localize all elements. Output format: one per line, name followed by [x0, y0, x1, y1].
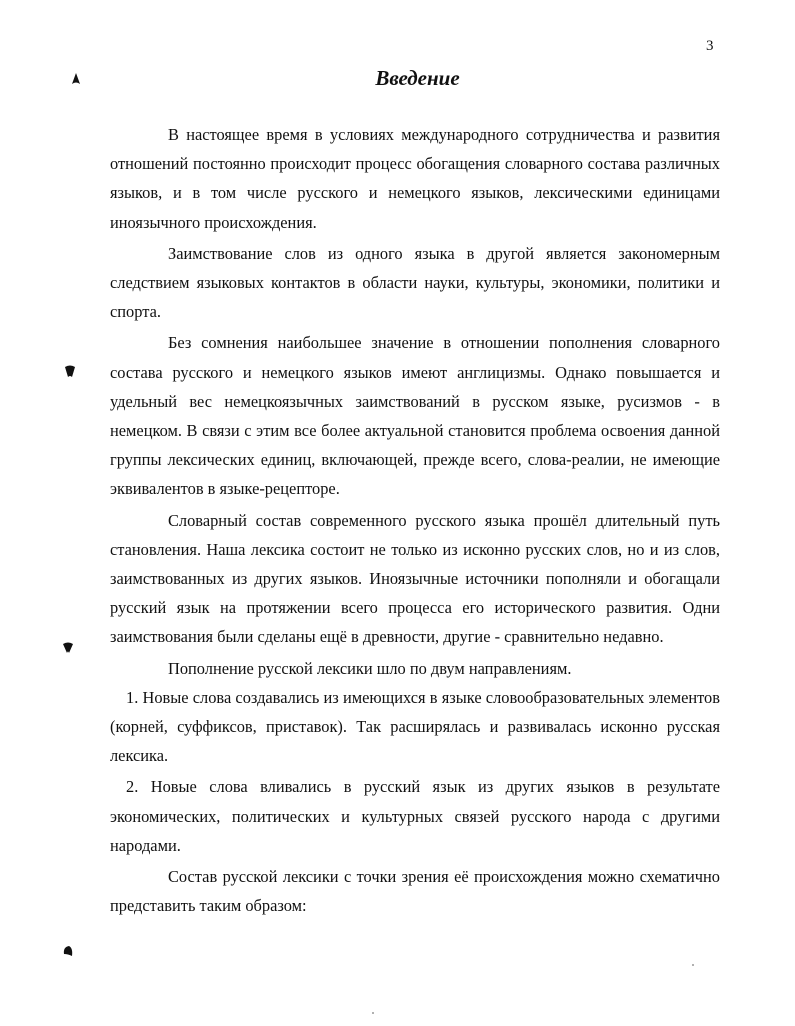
punch-hole-mark-icon [64, 364, 76, 378]
document-body [110, 120, 720, 920]
punch-hole-mark-icon [70, 72, 82, 86]
list-item-2: 2. Новые слова вливались в русский язык из других языков в результате экономических, политических и культурных связей русского народа с другими народами. [110, 777, 720, 855]
list-item-1: 1. Новые слова создавались из имеющихся в языке словообразовательных элементов (корней, суффиксов, приставок). Так расширялась и развивалась исконно русская лексика. [110, 687, 720, 766]
paragraph-anglicisms: Без сомнения наибольшее значение в отношении пополнения словарного состава русского и немецкого языков имеют англицизмы. Однако повышается и удельный вес немецкоязычных заимствований в русском языке, русизмов - в немецком. В связи с этим все более актуальной становится проблема освоения данной группы лексических единиц, включающей, прежде всего, слова-реалии, не имеющие эквивалентов в языке-рецепторе. [110, 333, 720, 499]
paragraph-directions: Пополнение русской лексики шло по двум направлениям. [168, 658, 572, 678]
paragraph-vocabulary: Словарный состав современного русского языка прошёл длительный путь становления. Наша лексика состоит не только из исконно русских слов, но и из слов, заимствованных из других языков. Иноязычные источники пополняли и обогащали русский язык на протяжении всего процесса его исторического развития. Одни заимствования были сделаны ещё в древности, другие - сравнительно недавно. [110, 510, 720, 647]
paragraph-intro: В настоящее время в условиях международного сотрудничества и развития отношений постоянно происходит процесс обогащения словарного состава различных языков, и в том числе русского и немецкого языков, лексическими единицами иноязычного происхождения. [110, 125, 720, 232]
punch-hole-mark-icon [62, 944, 74, 958]
page-number: 3 [706, 38, 714, 54]
scan-speck [692, 964, 694, 966]
punch-hole-mark-icon [62, 640, 74, 654]
scan-speck [372, 1012, 374, 1014]
page-title: Введение [375, 66, 460, 90]
paragraph-borrowing: Заимствование слов из одного языка в другой является закономерным следствием языковых контактов в области науки, культуры, экономики, политики и спорта. [110, 243, 720, 322]
paragraph-composition: Состав русской лексики с точки зрения её происхождения можно схематично представить таким образом: [110, 867, 720, 916]
